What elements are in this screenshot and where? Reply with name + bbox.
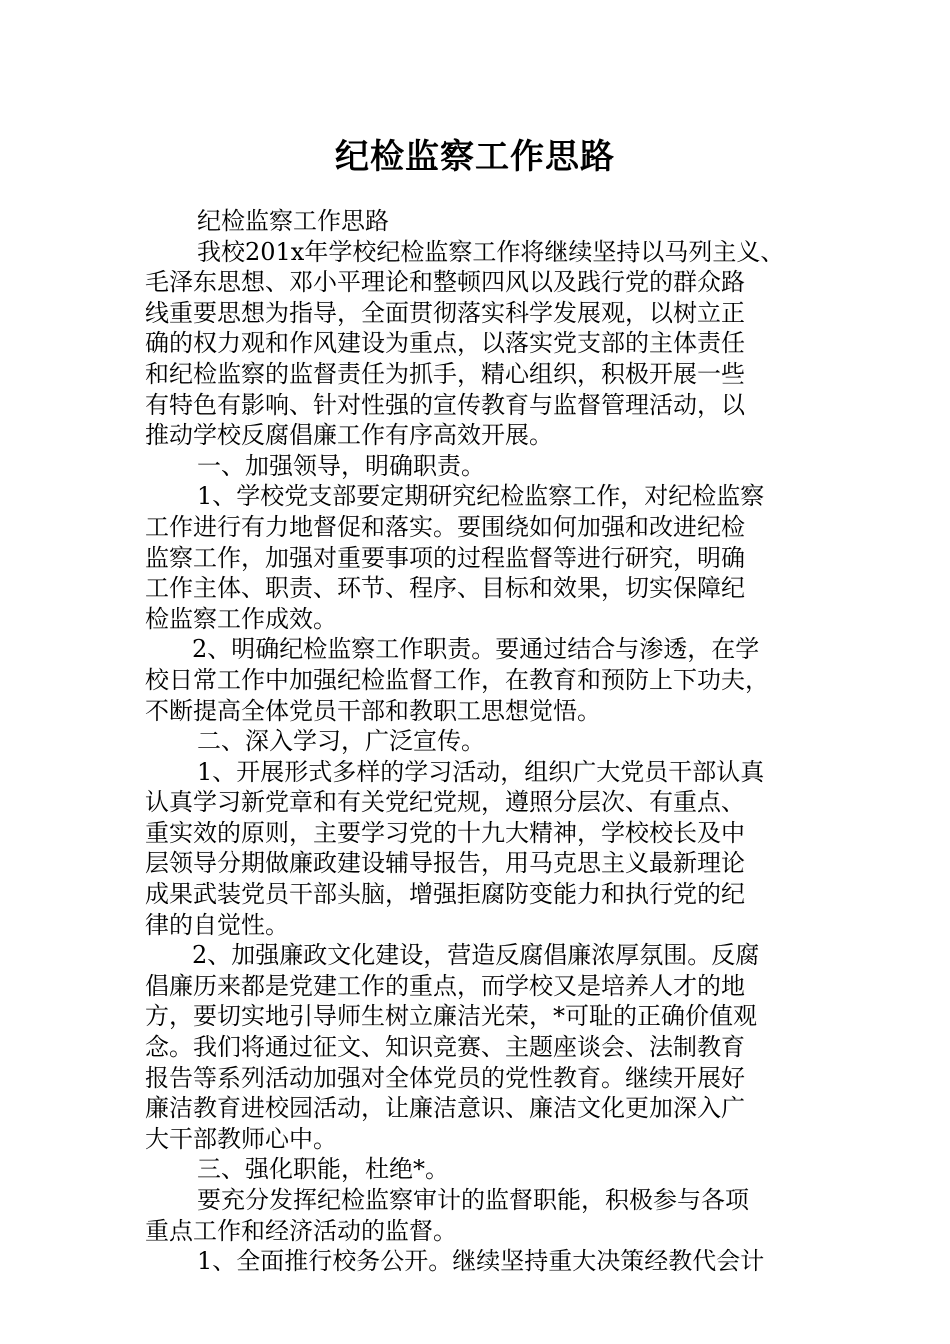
text-line: 不断提高全体党员干部和教职工思想觉悟。 — [145, 696, 601, 725]
text-line: 毛泽东思想、邓小平理论和整顿四风以及践行党的群众路 — [145, 268, 745, 297]
text-line: 1、学校党支部要定期研究纪检监察工作，对纪检监察 — [197, 482, 765, 511]
text-line: 大干部教师心中。 — [145, 1124, 337, 1153]
text-line: 廉洁教育进校园活动，让廉洁意识、廉洁文化更加深入广 — [145, 1094, 745, 1123]
text-line: 重点工作和经济活动的监督。 — [145, 1216, 457, 1245]
text-line: 三、强化职能，杜绝*。 — [197, 1155, 449, 1184]
text-line: 工作主体、职责、环节、程序、目标和效果，切实保障纪 — [145, 574, 745, 603]
text-line: 1、全面推行校务公开。继续坚持重大决策经教代会计 — [197, 1247, 765, 1276]
text-line: 重实效的原则，主要学习党的十九大精神，学校校长及中 — [145, 818, 745, 847]
text-line: 一、加强领导，明确职责。 — [197, 451, 485, 480]
text-line: 念。我们将通过征文、知识竞赛、主题座谈会、法制教育 — [145, 1033, 745, 1062]
document-title: 纪检监察工作思路 — [335, 137, 615, 177]
text-line: 报告等系列活动加强对全体党员的党性教育。继续开展好 — [145, 1063, 745, 1092]
text-line: 线重要思想为指导，全面贯彻落实科学发展观，以树立正 — [145, 298, 745, 327]
text-line: 律的自觉性。 — [145, 910, 289, 939]
text-line: 倡廉历来都是党建工作的重点，而学校又是培养人才的地 — [145, 971, 745, 1000]
text-line: 要充分发挥纪检监察审计的监督职能，积极参与各项 — [197, 1186, 749, 1214]
text-line: 2、明确纪检监察工作职责。要通过结合与渗透，在学 — [192, 635, 760, 664]
text-line: 2、加强廉政文化建设，营造反腐倡廉浓厚氛围。反腐 — [192, 941, 760, 970]
text-line: 有特色有影响、针对性强的宣传教育与监督管理活动，以 — [145, 390, 745, 419]
text-line: 确的权力观和作风建设为重点，以落实党支部的主体责任 — [145, 329, 745, 358]
text-line: 推动学校反腐倡廉工作有序高效开展。 — [145, 421, 553, 450]
text-line: 成果武装党员干部头脑，增强拒腐防变能力和执行党的纪 — [145, 880, 745, 909]
text-line: 纪检监察工作思路 — [197, 207, 389, 235]
text-line: 1、开展形式多样的学习活动，组织广大党员干部认真 — [197, 757, 765, 786]
document-body — [145, 206, 815, 1277]
text-line: 二、深入学习，广泛宣传。 — [197, 727, 485, 756]
text-line: 认真学习新党章和有关党纪党规，遵照分层次、有重点、 — [145, 788, 745, 817]
text-line: 方，要切实地引导师生树立廉洁光荣，*可耻的正确价值观 — [145, 1002, 757, 1031]
text-line: 层领导分期做廉政建设辅导报告，用马克思主义最新理论 — [145, 849, 745, 878]
text-line: 工作进行有力地督促和落实。要围绕如何加强和改进纪检 — [145, 512, 745, 541]
text-line: 我校201x年学校纪检监察工作将继续坚持以马列主义、 — [197, 237, 785, 266]
text-line: 监察工作，加强对重要事项的过程监督等进行研究，明确 — [145, 543, 745, 572]
text-line: 和纪检监察的监督责任为抓手，精心组织，积极开展一些 — [145, 359, 745, 388]
text-line: 检监察工作成效。 — [145, 604, 337, 633]
text-line: 校日常工作中加强纪检监督工作，在教育和预防上下功夫， — [145, 665, 769, 694]
